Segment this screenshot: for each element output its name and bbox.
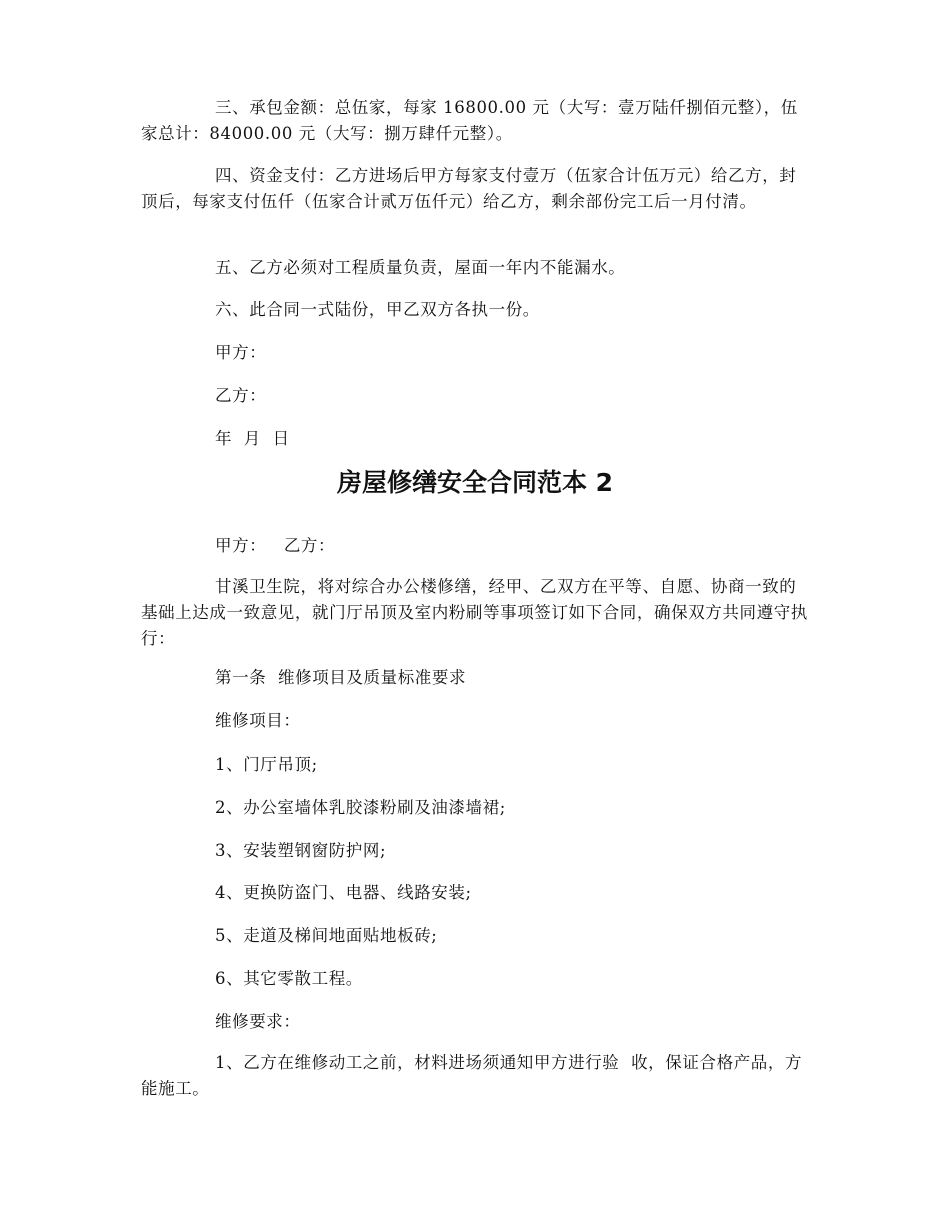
repair-requirements-heading: 维修要求： — [215, 1012, 301, 1031]
list-item: 1、门厅吊顶; — [215, 755, 318, 774]
paragraph-contract-amount: 三、承包金额：总伍家，每家 16800.00 元（大写：壹万陆仟捌佰元整），伍家总计：84000.00 元（大写：捌万肆仟元整）。 — [141, 98, 798, 143]
paragraph-quality: 五、乙方必须对工程质量负责，屋面一年内不能漏水。 — [215, 258, 626, 277]
paragraph-payment: 四、资金支付：乙方进场后甲方每家支付壹万（伍家合计伍万元）给乙方，封顶后，每家支付伍仟（伍家合计贰万伍仟元）给乙方，剩余部份完工后一月付清。 — [141, 166, 797, 211]
list-item: 6、其它零散工程。 — [215, 969, 363, 988]
repair-items-heading: 维修项目： — [215, 711, 301, 730]
section-title: 房屋修缮安全合同范本 2 — [336, 468, 614, 497]
list-item: 5、走道及梯间地面贴地板砖; — [215, 926, 438, 945]
list-item: 2、办公室墙体乳胶漆粉刷及油漆墙裙; — [215, 798, 506, 817]
party-a-label: 甲方： — [215, 343, 267, 362]
list-item: 4、更换防盗门、电器、线路安装; — [215, 883, 472, 902]
article-one-heading: 第一条 维修项目及质量标准要求 — [215, 668, 467, 687]
paragraph-copies: 六、此合同一式陆份，甲乙双方各执一份。 — [215, 300, 540, 319]
party-b-label: 乙方： — [215, 386, 267, 405]
paragraph-intro: 甘溪卫生院，将对综合办公楼修缮，经甲、乙双方在平等、自愿、协商一致的基础上达成一致意见，就门厅吊顶及室内粉刷等事项签订如下合同，确保双方共同遵守执行： — [141, 577, 808, 648]
paragraph-requirement-one: 1、乙方在维修动工之前，材料进场须通知甲方进行验 收，保证合格产品，方能施工。 — [141, 1053, 803, 1098]
parties-line: 甲方： 乙方： — [215, 536, 336, 555]
list-item: 3、安装塑钢窗防护网; — [215, 841, 387, 860]
date-line: 年 月 日 — [215, 429, 290, 448]
